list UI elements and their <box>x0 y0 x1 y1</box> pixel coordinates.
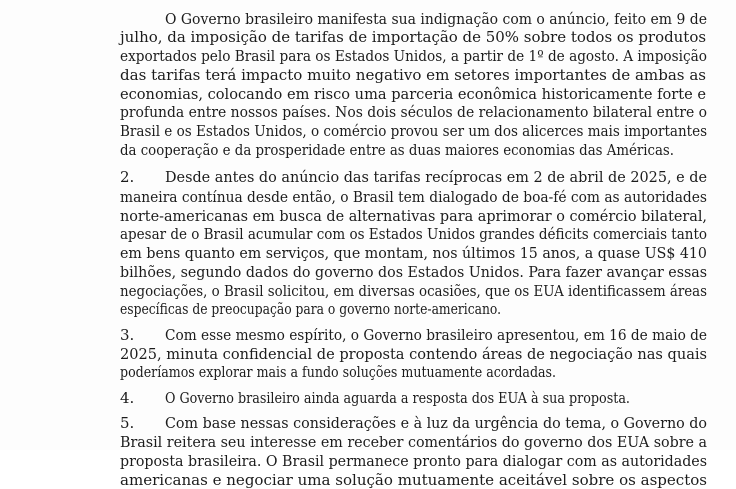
paragraph-line: exportados pelo Brasil para os Estados Unidos, a partir de 1º de agosto. A imposição <box>120 47 707 65</box>
paragraph-line: julho, da imposição de tarifas de importação de 50% sobre todos os produtos <box>120 28 707 46</box>
paragraph-number: 4. <box>120 389 135 407</box>
paragraph-line: específicas de preocupação para o governo norte-americano. <box>120 300 502 318</box>
paragraph-line: Com esse mesmo espírito, o Governo brasileiro apresentou, em 16 de maio de <box>165 326 708 344</box>
paragraph-line: norte-americanas em busca de alternativas para aprimorar o comércio bilateral, <box>120 207 708 225</box>
paragraph-line: das tarifas terá impacto muito negativo em setores importantes de ambas as <box>120 66 707 84</box>
paragraph-line: americanas e negociar uma solução mutuamente aceitável sobre os aspectos <box>120 471 708 489</box>
paragraph-line: Desde antes do anúncio das tarifas recíprocas em 2 de abril de 2025, e de <box>165 168 707 186</box>
paragraph-line: Brasil e os Estados Unidos, o comércio provou ser um dos alicerces mais importantes <box>120 122 708 140</box>
paragraph-number: 2. <box>120 168 135 186</box>
paragraph-line: O Governo brasileiro ainda aguarda a resposta dos EUA à sua proposta. <box>165 389 630 407</box>
paragraph-line: poderíamos explorar mais a fundo soluções mutuamente acordadas. <box>120 363 557 381</box>
paragraph-line: maneira contínua desde então, o Brasil tem dialogado de boa-fé com as autoridades <box>120 188 707 206</box>
paragraph-line: O Governo brasileiro manifesta sua indignação com o anúncio, feito em 9 de <box>165 10 708 28</box>
paragraph-line: profunda entre nossos países. Nos dois séculos de relacionamento bilateral entre o <box>120 103 707 121</box>
paragraph-line: apesar de o Brasil acumular com os Estados Unidos grandes déficits comerciais tanto <box>120 225 708 243</box>
paragraph-line: em bens quanto em serviços, que montam, nos últimos 15 anos, a quase US$ 410 <box>120 244 707 262</box>
paragraph-line: 2025, minuta confidencial de proposta contendo áreas de negociação nas quais <box>120 345 708 363</box>
paragraph-line: proposta brasileira. O Brasil permanece pronto para dialogar com as autoridades <box>120 452 707 470</box>
paragraph-line: da cooperação e da prosperidade entre as duas maiores economias das Américas. <box>120 141 675 159</box>
paragraph-number: 5. <box>120 414 135 432</box>
paragraph-line: Com base nessas considerações e à luz da urgência do tema, o Governo do <box>165 414 707 432</box>
paragraph-line: Brasil reitera seu interesse em receber comentários do governo dos EUA sobre a <box>120 433 708 451</box>
paragraph-line: economias, colocando em risco uma parceria econômica historicamente forte e <box>120 85 707 103</box>
paragraph-number: 3. <box>120 326 135 344</box>
paragraph-line: bilhões, segundo dados do governo dos Estados Unidos. Para fazer avançar essas <box>120 263 708 281</box>
paragraph-line: negociações, o Brasil solicitou, em diversas ocasiões, que os EUA identificassem áreas <box>120 282 708 300</box>
